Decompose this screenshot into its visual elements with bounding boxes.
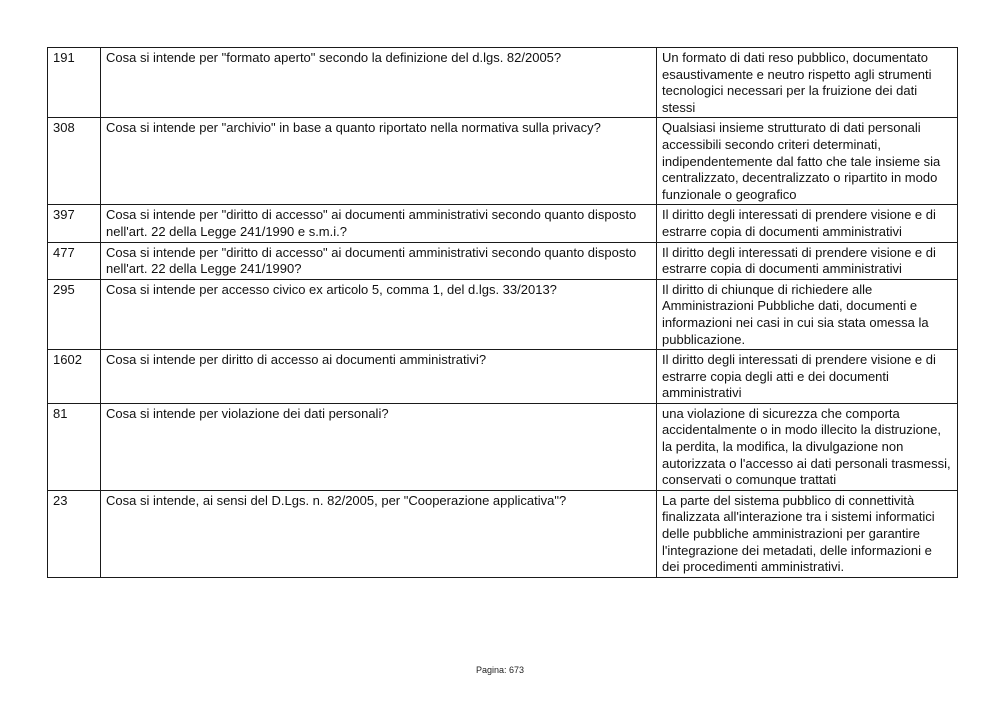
- answer-cell: Il diritto di chiunque di richiedere alle Amministrazioni Pubbliche dati, documenti e informazioni nei casi in cui sia stata omessa la pubblicazione.: [657, 279, 958, 349]
- table-row: [48, 242, 958, 279]
- quiz-table: [47, 47, 958, 578]
- question-cell: Cosa si intende per "diritto di accesso" ai documenti amministrativi secondo quanto disposto nell'art. 22 della Legge 241/1990?: [101, 242, 657, 279]
- answer-cell: Il diritto degli interessati di prendere visione e di estrarre copia di documenti amministrativi: [657, 205, 958, 242]
- question-id-cell: 397: [48, 205, 101, 242]
- table-row: [48, 350, 958, 404]
- table-row: [48, 48, 958, 118]
- answer-cell: Il diritto degli interessati di prendere visione e di estrarre copia di documenti amministrativi: [657, 242, 958, 279]
- question-id-cell: 295: [48, 279, 101, 349]
- question-cell: Cosa si intende per "diritto di accesso" ai documenti amministrativi secondo quanto disposto nell'art. 22 della Legge 241/1990 e s.m.i.?: [101, 205, 657, 242]
- table-row: [48, 205, 958, 242]
- question-cell: Cosa si intende per "formato aperto" secondo la definizione del d.lgs. 82/2005?: [101, 48, 657, 118]
- question-cell: Cosa si intende per diritto di accesso ai documenti amministrativi?: [101, 350, 657, 404]
- question-id-cell: 191: [48, 48, 101, 118]
- table-row: [48, 279, 958, 349]
- answer-cell: Un formato di dati reso pubblico, documentato esaustivamente e neutro rispetto agli strumenti tecnologici necessari per la fruizione dei dati stessi: [657, 48, 958, 118]
- question-id-cell: 1602: [48, 350, 101, 404]
- table-row: [48, 118, 958, 205]
- question-id-cell: 23: [48, 490, 101, 577]
- question-cell: Cosa si intende, ai sensi del D.Lgs. n. 82/2005, per "Cooperazione applicativa"?: [101, 490, 657, 577]
- page-number: Pagina: 673: [475, 665, 525, 675]
- table-row: [48, 403, 958, 490]
- answer-cell: Il diritto degli interessati di prendere visione e di estrarre copia degli atti e dei documenti amministrativi: [657, 350, 958, 404]
- answer-cell: una violazione di sicurezza che comporta accidentalmente o in modo illecito la distruzione, la perdita, la modifica, la divulgazione non autorizzata o l'accesso ai dati personali trasmessi, conservati o comunque trattati: [657, 403, 958, 490]
- question-id-cell: 308: [48, 118, 101, 205]
- question-id-cell: 477: [48, 242, 101, 279]
- question-id-cell: 81: [48, 403, 101, 490]
- table-row: [48, 490, 958, 577]
- question-cell: Cosa si intende per "archivio" in base a quanto riportato nella normativa sulla privacy?: [101, 118, 657, 205]
- answer-cell: Qualsiasi insieme strutturato di dati personali accessibili secondo criteri determinati, indipendentemente dal fatto che tale insieme sia centralizzato, decentralizzato o ripartito in modo funzionale o geografico: [657, 118, 958, 205]
- question-cell: Cosa si intende per accesso civico ex articolo 5, comma 1, del d.lgs. 33/2013?: [101, 279, 657, 349]
- answer-cell: La parte del sistema pubblico di connettività finalizzata all'interazione tra i sistemi informatici delle pubbliche amministrazioni per garantire l'integrazione dei metadati, delle informazioni e dei procedimenti amministrativi.: [657, 490, 958, 577]
- question-cell: Cosa si intende per violazione dei dati personali?: [101, 403, 657, 490]
